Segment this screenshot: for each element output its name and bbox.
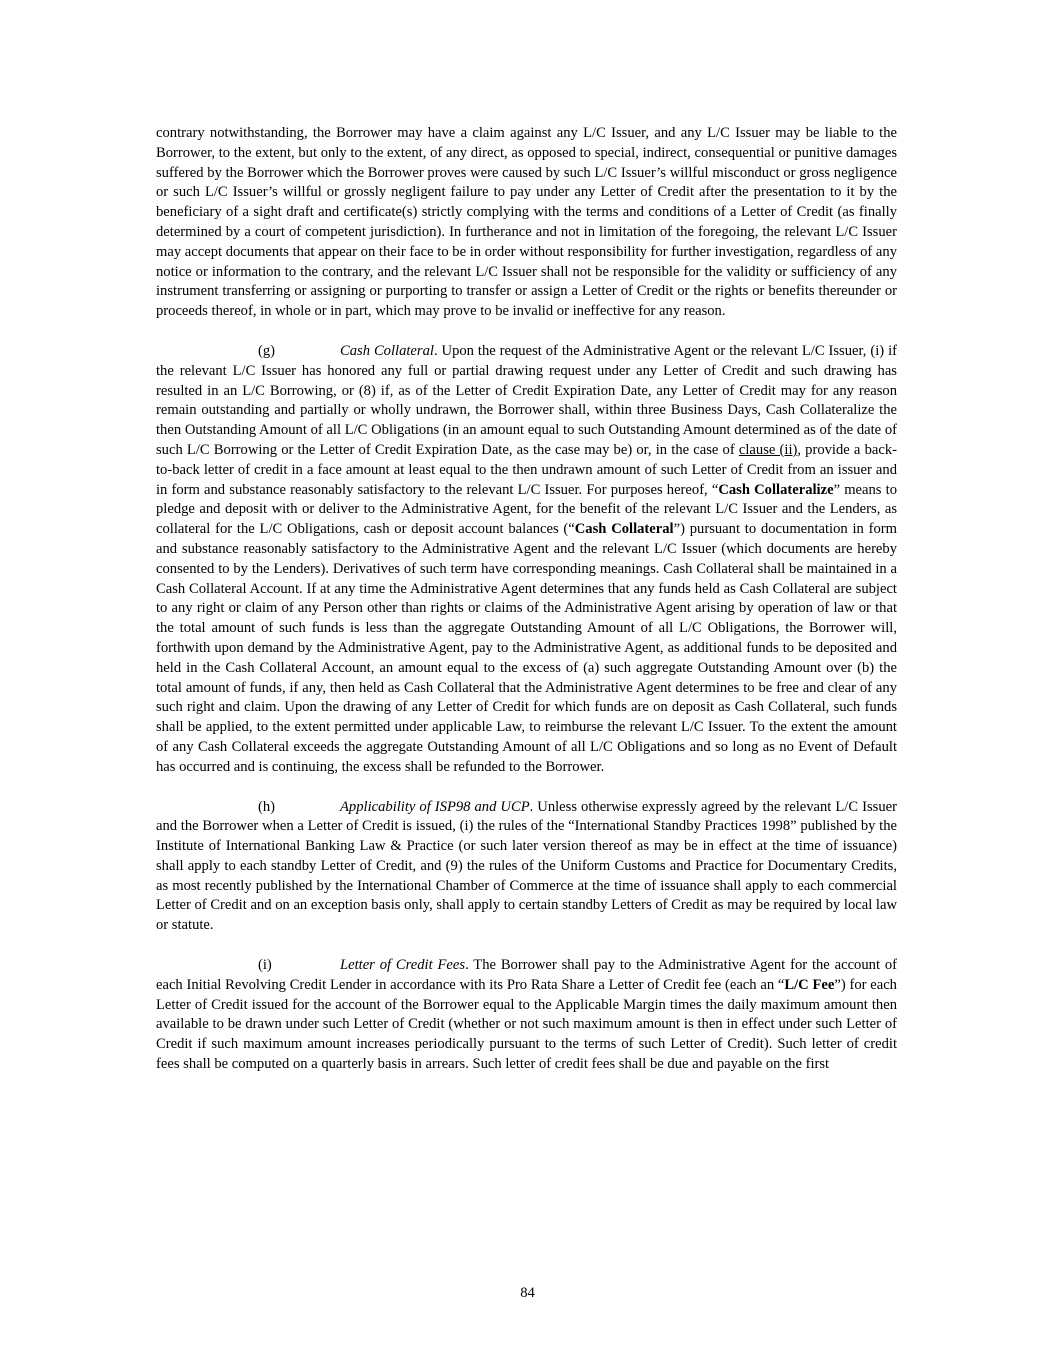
document-body — [156, 124, 897, 1095]
paragraph-g: (g) Cash Collateral. Upon the request of the Administrative Agent or the relevant L/C Issuer, (i) if the relevant L/C Issuer has honored any full or partial drawing request under any Letter of Credit and such drawing has resulted in an L/C Borrowing, or (8) if, as of the Letter of Credit Expiration Date, any Letter of Credit may for any reason remain outstanding and partially or wholly undrawn, the Borrower shall, within three Business Days, Cash Collateralize the then Outstanding Amount of all L/C Obligations (in an amount equal to such Outstanding Amount determined as of the date of such L/C Borrowing or the Letter of Credit Expiration Date, as the case may be) or, in the case of clause (ii), provide a back-to-back letter of credit in a face amount at least equal to the then undrawn amount of such Letter of Credit from an issuer and in form and substance reasonably satisfactory to the relevant L/C Issuer. For purposes hereof, “Cash Collateralize” means to pledge and deposit with or deliver to the Administrative Agent, for the benefit of the relevant L/C Issuer and the Lenders, as collateral for the L/C Obligations, cash or deposit account balances (“Cash Collateral”) pursuant to documentation in form and substance reasonably satisfactory to the Administrative Agent and the relevant L/C Issuer (which documents are hereby consented to by the Lenders). Derivatives of such term have corresponding meanings. Cash Collateral shall be maintained in a Cash Collateral Account. If at any time the Administrative Agent determines that any funds held as Cash Collateral are subject to any right or claim of any Person other than rights or claims of the Administrative Agent arising by operation of law or that the total amount of such funds is less than the aggregate Outstanding Amount of all L/C Obligations, the Borrower will, forthwith upon demand by the Administrative Agent, pay to the Administrative Agent, as additional funds to be deposited and held in the Cash Collateral Account, an amount equal to the excess of (a) such aggregate Outstanding Amount over (b) the total amount of funds, if any, then held as Cash Collateral that the Administrative Agent determines to be free and clear of any such right and claim. Upon the drawing of any Letter of Credit for which funds are on deposit as Cash Collateral, such funds shall be applied, to the extent permitted under applicable Law, to reimburse the relevant L/C Issuer. To the extent the amount of any Cash Collateral exceeds the aggregate Outstanding Amount of all L/C Obligations and so long as no Event of Default has occurred and is continuing, the excess shall be refunded to the Borrower. — [156, 342, 897, 775]
paragraph-heading: Letter of Credit Fees — [340, 957, 466, 974]
paragraph-label: (h) — [258, 798, 276, 815]
paragraph-heading: Applicability of ISP98 and UCP — [340, 798, 530, 815]
paragraph-h: (h) Applicability of ISP98 and UCP. Unless otherwise expressly agreed by the relevant L/C Issuer and the Borrower when a Letter of Credit is issued, (i) the rules of the “International Standby Practices 1998” published by the Institute of International Banking Law & Practice (or such later version thereof as may be in effect at the time of issuance) shall apply to each standby Letter of Credit, and (9) the rules of the Uniform Customs and Practice for Documentary Credits, as most recently published by the International Chamber of Commerce at the time of issuance shall apply to each commercial Letter of Credit and on an exception basis only, shall apply to certain standby Letters of Credit as may be required by local law or statute. — [156, 798, 897, 934]
paragraph-label: (i) — [258, 957, 272, 974]
paragraph-heading: Cash Collateral — [340, 342, 434, 359]
paragraph-i: (i) Letter of Credit Fees. The Borrower shall pay to the Administrative Agent for the account of each Initial Revolving Credit Lender in accordance with its Pro Rata Share a Letter of Credit fee (each an “L/C Fee”) for each Letter of Credit issued for the account of the Borrower equal to the Applicable Margin times the daily maximum amount then available to be drawn under such Letter of Credit (whether or not such maximum amount is then in effect under such Letter of Credit if such maximum amount increases periodically pursuant to the terms of such Letter of Credit). Such letter of credit fees shall be computed on a quarterly basis in arrears. Such letter of credit fees shall be due and payable on the first — [156, 957, 897, 1073]
paragraph-text: contrary notwithstanding, the Borrower may have a claim against any L/C Issuer, and any L/C Issuer may be liable to the Borrower, to the extent, but only to the extent, of any direct, as opposed to special, indirect, consequential or punitive damages suffered by the Borrower which the Borrower proves were caused by such L/C Issuer’s willful misconduct or gross negligence or such L/C Issuer’s willful or grossly negligent failure to pay under any Letter of Credit after the presentation to it by the beneficiary of a sight draft and certificate(s) strictly complying with the terms and conditions of a Letter of Credit (as finally determined by a court of competent jurisdiction). In furtherance and not in limitation of the foregoing, the relevant L/C Issuer may accept documents that appear on their face to be in order without responsibility for further investigation, regardless of any notice or information to the contrary, and the relevant L/C Issuer shall not be responsible for the validity or sufficiency of any instrument transferring or assigning or purporting to transfer or assign a Letter of Credit or the rights or benefits thereunder or proceeds thereof, in whole or in part, which may prove to be invalid or ineffective for any reason. — [156, 125, 897, 320]
paragraph-continuation — [156, 124, 897, 322]
defined-term: L/C Fee — [784, 976, 835, 993]
defined-term: Cash Collateral — [574, 521, 674, 538]
clause-reference: clause (ii) — [738, 441, 798, 458]
paragraph-label: (g) — [258, 342, 276, 359]
page-number: 84 — [520, 1285, 535, 1301]
defined-term: Cash Collateralize — [718, 481, 834, 498]
